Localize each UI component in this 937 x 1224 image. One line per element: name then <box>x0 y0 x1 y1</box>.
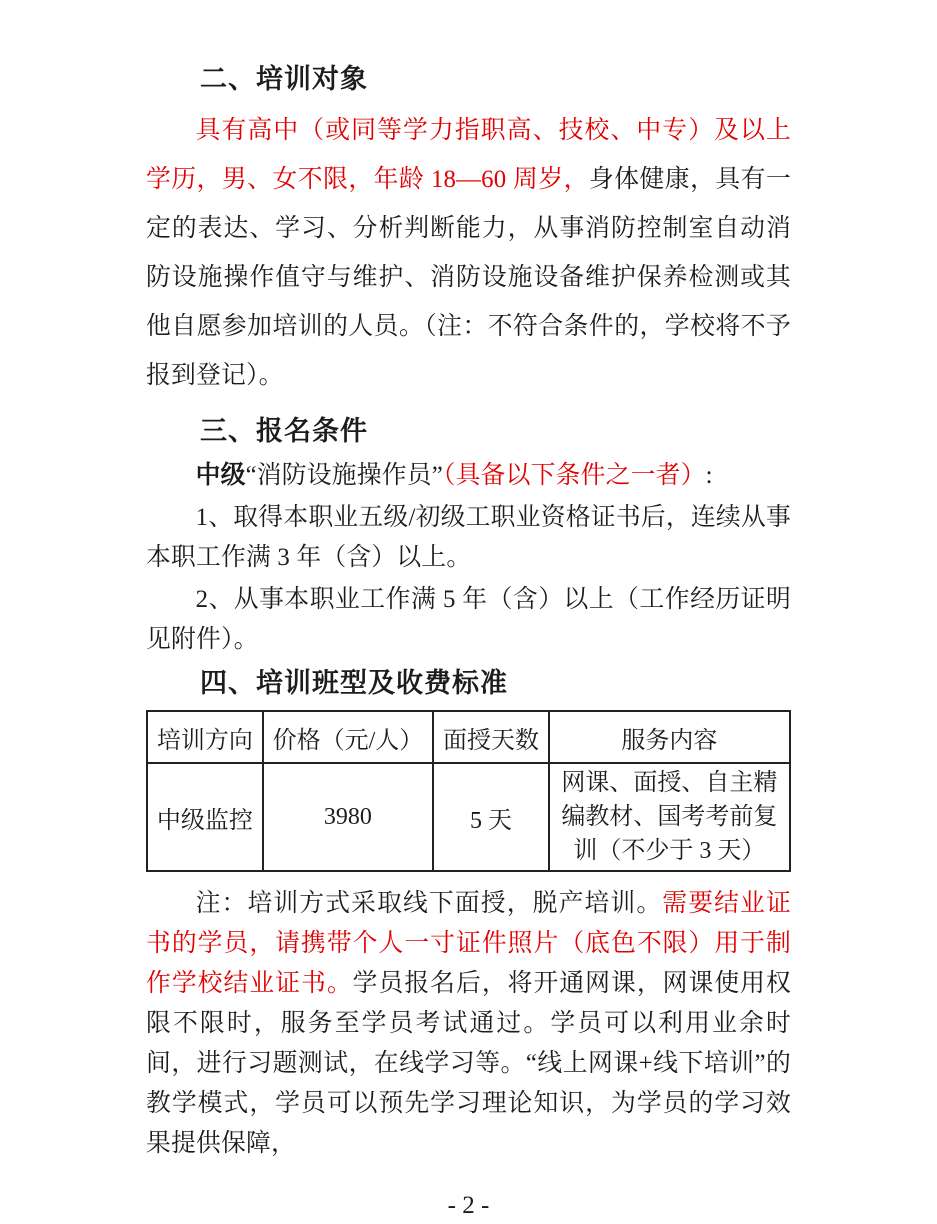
fee-table-header-row <box>147 711 790 763</box>
fee-cell-direction: 中级监控 <box>147 763 263 871</box>
fee-cell-price: 3980 <box>263 763 433 871</box>
condition-level-label: 中级 <box>195 462 246 489</box>
training-target-requirement-red-text: 具有高中（或同等学力指职高、技校、中专）及以上学历，男、女不限，年龄 18—60 周岁， <box>146 117 791 193</box>
note-red-text: 需要结业证书的学员，请携带个人一寸证件照片（底色不限）用于制作学校结业证书。 <box>146 890 791 997</box>
fee-table-header-price: 价格（元/人） <box>263 711 433 763</box>
training-target-requirement-black-text: 身体健康，具有一定的表达、学习、分析判断能力，从事消防控制室自动消防设施操作值守与维护、消防设施设备维护保养检测或其他自愿参加培训的人员。（注：不符合条件的，学校将不予报到登记）。 <box>146 166 791 389</box>
paragraph-note <box>146 884 791 1164</box>
condition-occupation-name: “消防设施操作员” <box>245 462 443 489</box>
paragraph-training-target <box>146 106 791 400</box>
note-black-text-2: 学员报名后，将开通网课，网课使用权限不限时，服务至学员考试通过。学员可以利用业余时间，进行习题测试，在线学习等。“线上网课+线下培训”的教学模式，学员可以预先学习理论知识，为学员的学习效果提供保障， <box>146 970 791 1157</box>
fee-table-header-service: 服务内容 <box>549 711 790 763</box>
paragraph-condition-item-2: 2、从事本职业工作满 5 年（含）以上（工作经历证明见附件）。 <box>146 586 791 653</box>
fee-table-header-direction: 培训方向 <box>147 711 263 763</box>
fee-cell-days: 5 天 <box>433 763 549 871</box>
condition-qualifier-red-text: （具备以下条件之一者） <box>443 462 706 489</box>
paragraph-condition-item-1: 1、取得本职业五级/初级工职业资格证书后，连续从事本职工作满 3 年（含）以上。 <box>146 504 791 571</box>
condition-colon: : <box>705 462 713 489</box>
fee-cell-service: 网课、面授、自主精编教材、国考考前复训（不少于 3 天） <box>549 763 790 871</box>
fee-table <box>146 710 791 872</box>
fee-table-header-days: 面授天数 <box>433 711 549 763</box>
note-black-text-1: 注：培训方式采取线下面授，脱产培训。 <box>195 890 663 917</box>
section-heading-training-target: 二、培训对象 <box>200 64 368 94</box>
page-number: - 2 - <box>447 1192 490 1219</box>
section-heading-fee-standard: 四、培训班型及收费标准 <box>200 668 508 698</box>
fee-table-data-row <box>147 763 790 871</box>
section-heading-registration-conditions: 三、报名条件 <box>200 416 368 446</box>
paragraph-condition-intro <box>146 456 791 496</box>
